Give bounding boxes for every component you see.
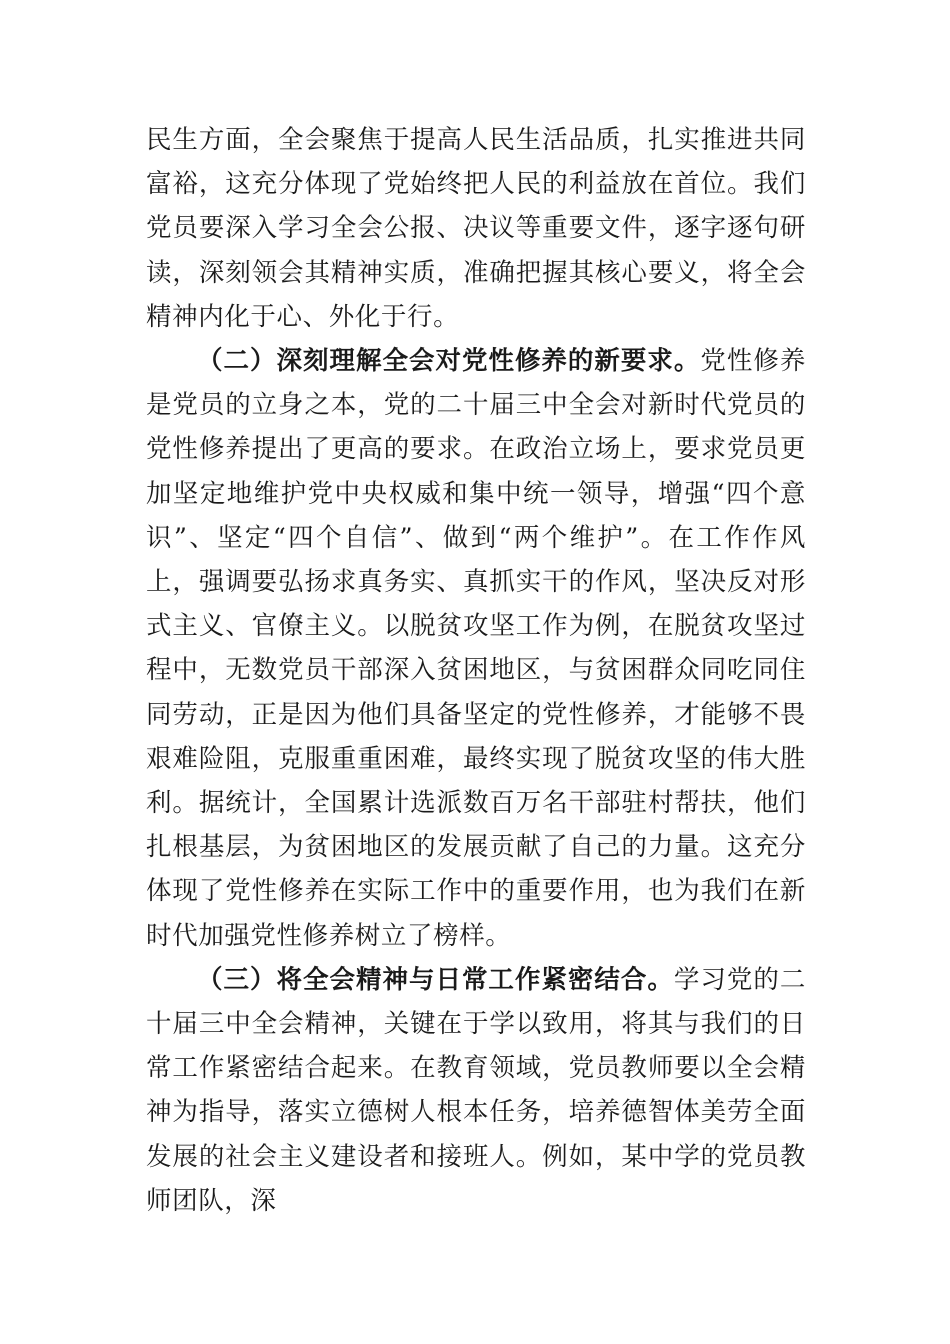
- paragraph-2-text: 党性修养是党员的立身之本，党的二十届三中全会对新时代党员的党性修养提出了更高的要求。在政治立场上，要求党员更加坚定地维护党中央权威和集中统一领导，增强“四个意识”、坚定“四个自信”、做到“两个维护”。在工作作风上，强调要弘扬求真务实、真抓实干的作风，坚决反对形式主义、官僚主义。以脱贫攻坚工作为例，在脱贫攻坚过程中，无数党员干部深入贫困地区，与贫困群众同吃同住同劳动，正是因为他们具备坚定的党性修养，才能够不畏艰难险阻，克服重重困难，最终实现了脱贫攻坚的伟大胜利。据统计，全国累计选派数百万名干部驻村帮扶，他们扎根基层，为贫困地区的发展贡献了自己的力量。这充分体现了党性修养在实际工作中的重要作用，也为我们在新时代加强党性修养树立了榜样。: [146, 346, 806, 951]
- section-heading-2: （二）深刻理解全会对党性修养的新要求。: [197, 346, 701, 377]
- paragraph-3-text: 学习党的二十届三中全会精神，关键在于学以致用，将其与我们的日常工作紧密结合起来。在教育领域，党员教师要以全会精神为指导，落实立德树人根本任务，培养德智体美劳全面发展的社会主义建设者和接班人。例如，某中学的党员教师团队，深: [146, 964, 806, 1216]
- body-text: [146, 118, 806, 1223]
- paragraph-1: [146, 118, 806, 339]
- paragraph-1-text: 民生方面，全会聚焦于提高人民生活品质，扎实推进共同富裕，这充分体现了党始终把人民的利益放在首位。我们党员要深入学习全会公报、决议等重要文件，逐字逐句研读，深刻领会其精神实质，准确把握其核心要义，将全会精神内化于心、外化于行。: [146, 125, 806, 332]
- paragraph-2: [146, 339, 806, 958]
- section-heading-3: （三）将全会精神与日常工作紧密结合。: [197, 964, 674, 995]
- paragraph-3: [146, 958, 806, 1223]
